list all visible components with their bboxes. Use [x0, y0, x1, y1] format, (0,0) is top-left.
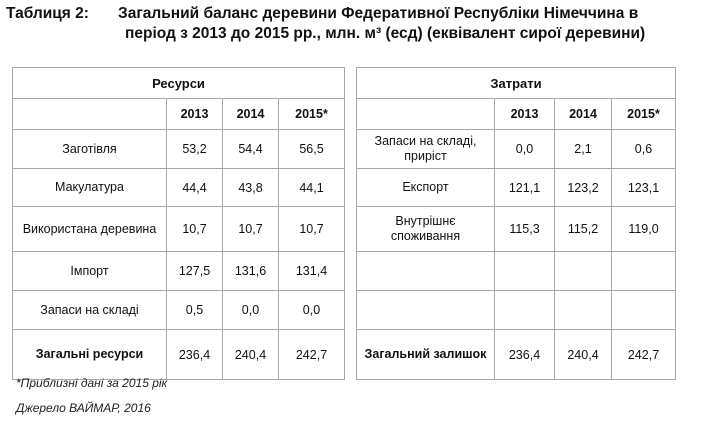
costs-total-value: 240,4 — [555, 330, 612, 380]
cost-value — [495, 252, 555, 291]
cost-value: 0,6 — [612, 130, 676, 169]
resource-value: 0,5 — [167, 291, 223, 330]
cost-value: 123,1 — [612, 169, 676, 207]
resource-value: 127,5 — [167, 252, 223, 291]
cost-value: 123,2 — [555, 169, 612, 207]
cost-value: 115,3 — [495, 207, 555, 252]
table-title-line-2: період з 2013 до 2015 рр., млн. м³ (есд) (еквівалент сирої деревини) — [125, 25, 646, 42]
total-row — [13, 330, 676, 380]
table-title-line-1: Загальний баланс деревини Федеративної Республіки Німеччина в — [118, 5, 639, 22]
cost-label — [357, 252, 495, 291]
resource-value: 10,7 — [279, 207, 345, 252]
table-number: Таблиця 2: — [6, 5, 89, 22]
resources-year-2013: 2013 — [167, 99, 223, 130]
costs-year-2013: 2013 — [495, 99, 555, 130]
resource-label: Запаси на складі — [13, 291, 167, 330]
cost-value — [555, 252, 612, 291]
cost-value — [495, 291, 555, 330]
cost-value — [612, 252, 676, 291]
cost-label: Внутрішнє споживання — [357, 207, 495, 252]
column-gap — [345, 252, 357, 291]
resource-value: 0,0 — [223, 291, 279, 330]
cost-label — [357, 291, 495, 330]
table-row — [13, 169, 676, 207]
resource-value: 44,1 — [279, 169, 345, 207]
resource-label: Використана деревина — [13, 207, 167, 252]
wood-balance-table — [12, 67, 676, 380]
resource-value: 131,6 — [223, 252, 279, 291]
resources-total-value: 242,7 — [279, 330, 345, 380]
cost-value: 119,0 — [612, 207, 676, 252]
table-caption — [6, 4, 701, 44]
column-gap — [345, 330, 357, 380]
resource-value: 54,4 — [223, 130, 279, 169]
table-row — [13, 207, 676, 252]
cost-value — [612, 291, 676, 330]
resource-label: Макулатура — [13, 169, 167, 207]
resource-value: 43,8 — [223, 169, 279, 207]
year-header-blank — [357, 99, 495, 130]
resource-value: 10,7 — [167, 207, 223, 252]
section-header-row — [13, 68, 676, 99]
resource-value: 53,2 — [167, 130, 223, 169]
footnote-source: Джерело ВАЙМАР, 2016 — [16, 401, 151, 415]
cost-value: 121,1 — [495, 169, 555, 207]
costs-year-2015: 2015* — [612, 99, 676, 130]
resources-total-label: Загальні ресурси — [13, 330, 167, 380]
column-gap — [345, 291, 357, 330]
column-gap — [345, 169, 357, 207]
resource-label: Заготівля — [13, 130, 167, 169]
resources-total-value: 236,4 — [167, 330, 223, 380]
costs-total-value: 236,4 — [495, 330, 555, 380]
table-row — [13, 291, 676, 330]
resources-year-2014: 2014 — [223, 99, 279, 130]
resource-label: Імпорт — [13, 252, 167, 291]
column-gap — [345, 68, 357, 99]
table-row — [13, 130, 676, 169]
footnote-estimate: *Приблизні дані за 2015 рік — [16, 376, 168, 390]
column-gap — [345, 130, 357, 169]
resource-value: 56,5 — [279, 130, 345, 169]
resources-header: Ресурси — [13, 68, 345, 99]
costs-total-value: 242,7 — [612, 330, 676, 380]
resource-value: 131,4 — [279, 252, 345, 291]
cost-value — [555, 291, 612, 330]
resource-value: 0,0 — [279, 291, 345, 330]
resource-value: 44,4 — [167, 169, 223, 207]
year-header-row — [13, 99, 676, 130]
cost-value: 2,1 — [555, 130, 612, 169]
cost-label: Експорт — [357, 169, 495, 207]
costs-year-2014: 2014 — [555, 99, 612, 130]
resources-total-value: 240,4 — [223, 330, 279, 380]
year-header-blank — [13, 99, 167, 130]
column-gap — [345, 99, 357, 130]
costs-header: Затрати — [357, 68, 676, 99]
cost-value: 115,2 — [555, 207, 612, 252]
table-row — [13, 252, 676, 291]
cost-label: Запаси на складі, приріст — [357, 130, 495, 169]
resources-year-2015: 2015* — [279, 99, 345, 130]
column-gap — [345, 207, 357, 252]
costs-total-label: Загальний залишок — [357, 330, 495, 380]
resource-value: 10,7 — [223, 207, 279, 252]
cost-value: 0,0 — [495, 130, 555, 169]
